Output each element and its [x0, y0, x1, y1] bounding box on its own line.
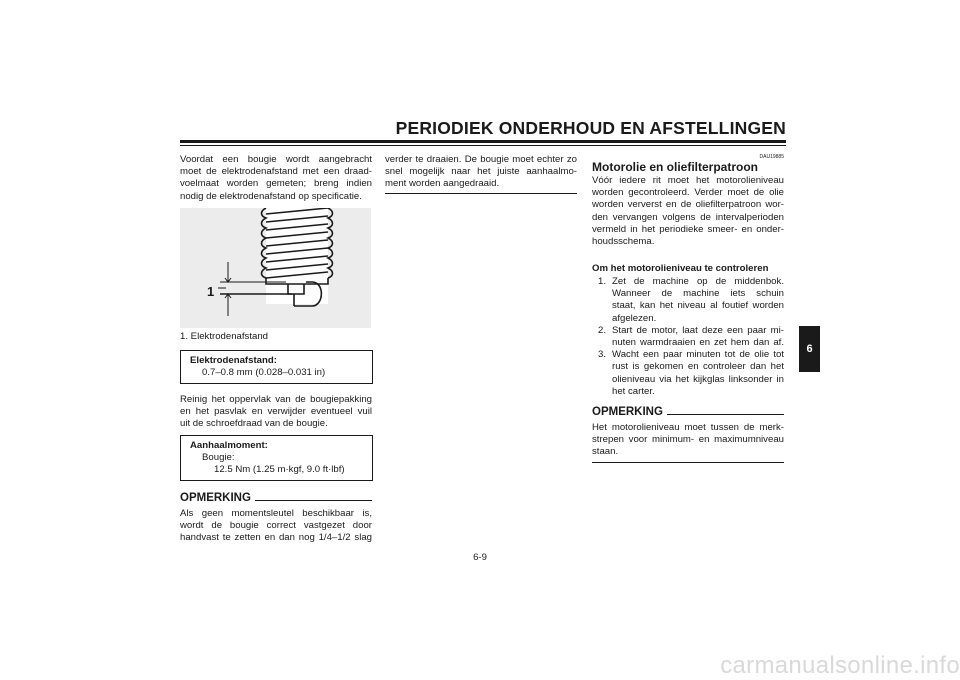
note-heading-text: OPMERKING [180, 492, 251, 504]
step-line: nuten warmdraaien en zet hem dan af. [612, 337, 784, 349]
col3-intro [592, 175, 784, 248]
step-item [598, 325, 784, 349]
note-heading-rule [667, 414, 784, 415]
step-line: olieniveau via het kijkglas linksonder in [612, 373, 784, 385]
figure-callout-number: 1 [207, 284, 215, 299]
spec-box-torque [180, 435, 373, 481]
col1-note-line: Als geen momentsleutel beschikbaar is, [180, 508, 372, 519]
watermark-text: carmanualsonline.info [720, 652, 960, 679]
col2-note-end-rule [385, 193, 577, 194]
col3-intro-line: Vóór iedere rit moet het motorolieniveau [592, 175, 784, 186]
col2-note-line: ment worden aangedraaid. [385, 178, 500, 190]
spec-torque-value: 12.5 Nm (1.25 m·kgf, 9.0 ft·lbf) [214, 464, 345, 475]
col3-intro-line: houdsschema. [592, 236, 655, 248]
col1-clean-line: Reinig het oppervlak van de bougiepakking [180, 394, 372, 405]
step-line: het carter. [612, 385, 655, 397]
step-item [598, 349, 784, 398]
step-number: 3. [598, 349, 607, 361]
col2-note-continued [385, 154, 577, 191]
steps-list [598, 276, 784, 398]
note-heading-col3 [592, 406, 784, 418]
col1-intro [180, 154, 372, 203]
subheading-check-oil: Om het motorolieniveau te controleren [592, 263, 769, 274]
section-code: DAU19885 [759, 154, 784, 160]
note-heading-col1 [180, 492, 372, 504]
col1-intro-line: nodig de elektrodenafstand op specificatie. [180, 190, 362, 202]
col1-intro-line: Voordat een bougie wordt aangebracht [180, 154, 372, 165]
step-line: rust is gekomen en controleer dan het [612, 361, 784, 373]
col1-note [180, 508, 372, 545]
spec-box-electrode-gap [180, 350, 373, 384]
chapter-tab: 6 [799, 326, 820, 372]
header-rule-thin [180, 145, 786, 146]
section-title: Motorolie en oliefilterpatroon [592, 160, 759, 174]
spec-torque-label: Aanhaalmoment: [190, 440, 268, 451]
spec-torque-item: Bougie: [202, 452, 235, 463]
note-heading-text: OPMERKING [592, 406, 663, 418]
step-line: afgelezen. [612, 312, 657, 324]
header-rule-thick [180, 140, 786, 143]
col3-note [592, 422, 784, 459]
figure-caption: 1. Elektrodenafstand [180, 331, 269, 342]
col3-intro-line: vermeld in het periodieke smeer- en onder- [592, 223, 784, 235]
col2-note-line: snel mogelijk naar het juiste aanhaalmo- [385, 166, 577, 178]
note-heading-rule [255, 500, 372, 501]
col3-intro-line: worden ververst en de oliefilterpatroon wor- [592, 199, 784, 211]
step-line: Start de motor, laat deze een paar mi- [612, 324, 784, 336]
step-line: Wacht een paar minuten tot de olie tot [612, 349, 784, 361]
col1-clean [180, 394, 372, 431]
col3-intro-line: worden gecontroleerd. Verder moet de olie [592, 187, 784, 199]
page-header-title: PERIODIEK ONDERHOUD EN AFSTELLINGEN [395, 118, 786, 138]
col1-clean-line: en het pasvlak en verwijder eventueel vuil [180, 406, 372, 418]
step-item [598, 276, 784, 325]
step-number: 2. [598, 324, 607, 336]
col1-clean-line: uit de schroefdraad van de bougie. [180, 418, 328, 430]
col3-intro-line: den vervangen volgens de intervalperioden [592, 211, 784, 223]
col1-note-line: wordt de bougie correct vastgezet door [180, 520, 372, 532]
page-number: 6-9 [473, 552, 487, 563]
step-line: Zet de machine op de middenbok. [612, 276, 784, 287]
col1-intro-line: moet de elektrodenafstand met een draad- [180, 166, 372, 178]
col1-intro-line: voelmaat worden gemeten; breng indien [180, 178, 372, 190]
col3-note-line: Het motorolieniveau moet tussen de merk- [592, 422, 784, 433]
spark-plug-figure [180, 208, 371, 328]
col3-note-line: strepen voor minimum- en maximumniveau [592, 434, 784, 446]
col3-note-line: staan. [592, 446, 619, 458]
step-line: Wanneer de machine iets schuin [612, 288, 784, 300]
spec-gap-value: 0.7–0.8 mm (0.028–0.031 in) [202, 367, 326, 378]
col2-note-line: verder te draaien. De bougie moet echter zo [385, 154, 577, 165]
spec-gap-label: Elektrodenafstand: [190, 355, 277, 366]
col1-note-line: handvast te zetten en dan nog 1/4–1/2 slag [180, 532, 372, 544]
step-line: staat, kan het niveau al foutief worden [612, 300, 784, 312]
spark-plug-illustration [180, 208, 371, 328]
col3-note-end-rule [592, 462, 784, 463]
step-number: 1. [598, 276, 607, 287]
